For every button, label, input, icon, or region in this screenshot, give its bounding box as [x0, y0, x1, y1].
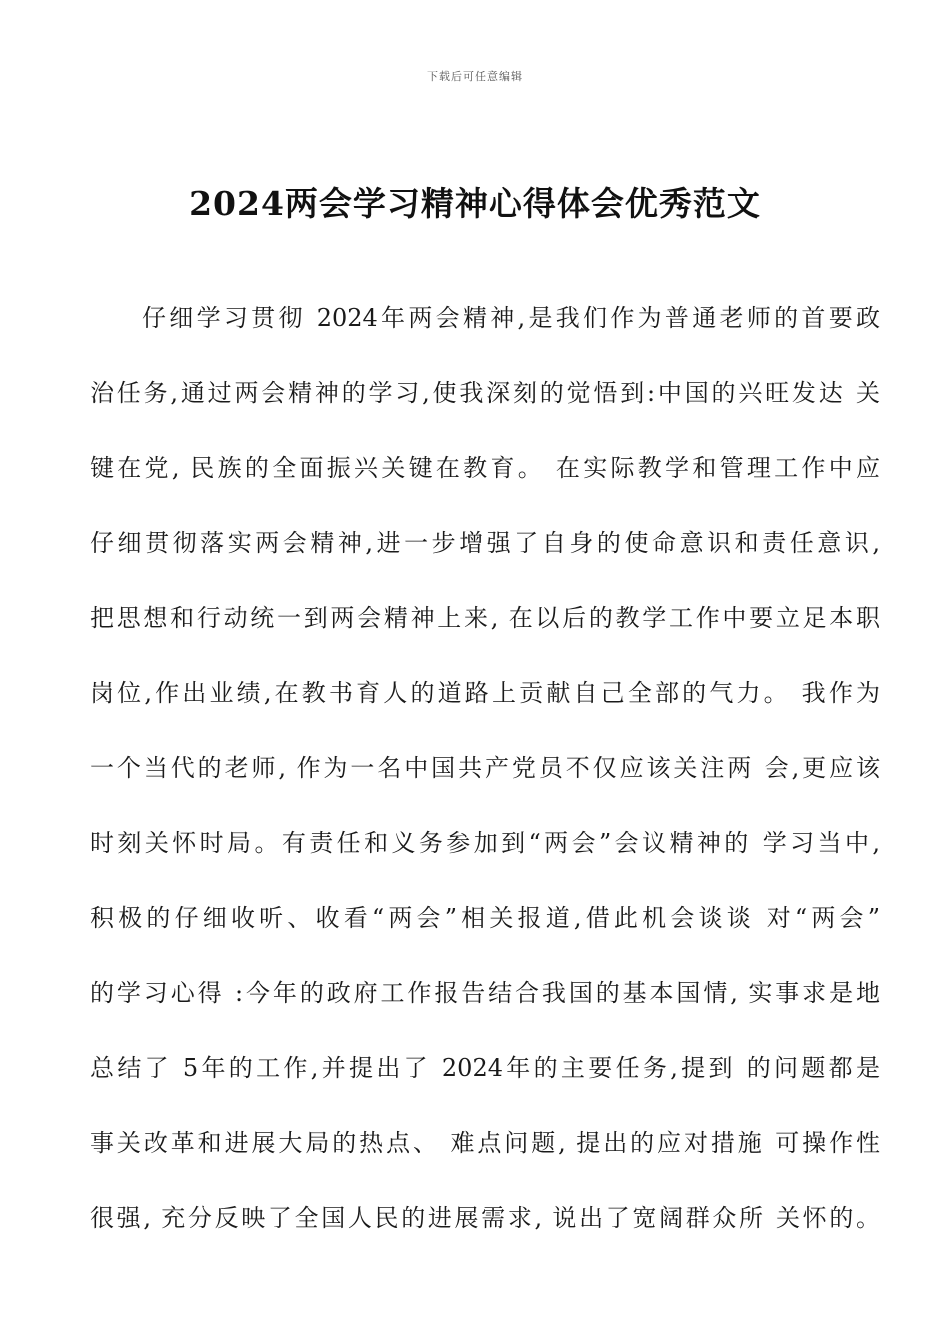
body-line: 事关改革和进展大局的热点、 难点问题, 提出的应对措施 可操作性 — [90, 1129, 880, 1157]
document-body — [90, 300, 880, 1275]
body-line: 仔细学习贯彻 2024年两会精神,是我们作为普通老师的首要政 — [142, 304, 880, 332]
body-line: 治任务,通过两会精神的学习,使我深刻的觉悟到:中国的兴旺发达 关 — [90, 379, 880, 407]
body-line: 把思想和行动统一到两会精神上来, 在以后的教学工作中要立足本职 — [90, 604, 880, 632]
body-line: 键在党, 民族的全面振兴关键在教育。 在实际教学和管理工作中应 — [90, 454, 880, 482]
body-line: 时刻关怀时局。有责任和义务参加到“两会”会议精神的 学习当中, — [90, 829, 880, 857]
body-line: 积极的仔细收听、收看“两会”相关报道,借此机会谈谈 对“两会” — [90, 904, 880, 932]
body-line: 的学习心得 :今年的政府工作报告结合我国的基本国情, 实事求是地 — [90, 979, 880, 1007]
body-line: 岗位,作出业绩,在教书育人的道路上贡献自己全部的气力。 我作为 — [90, 679, 880, 707]
body-line: 仔细贯彻落实两会精神,进一步增强了自身的使命意识和责任意识, — [90, 529, 880, 557]
body-line: 总结了 5年的工作,并提出了 2024年的主要任务,提到 的问题都是 — [90, 1054, 880, 1082]
body-line: 很强, 充分反映了全国人民的进展需求, 说出了宽阔群众所 关怀的。 — [90, 1204, 880, 1232]
header-note: 下载后可任意编辑 — [427, 70, 523, 83]
body-line: 一个当代的老师, 作为一名中国共产党员不仅应该关注两 会,更应该 — [90, 754, 880, 782]
document-title: 2024两会学习精神心得体会优秀范文 — [189, 184, 761, 223]
